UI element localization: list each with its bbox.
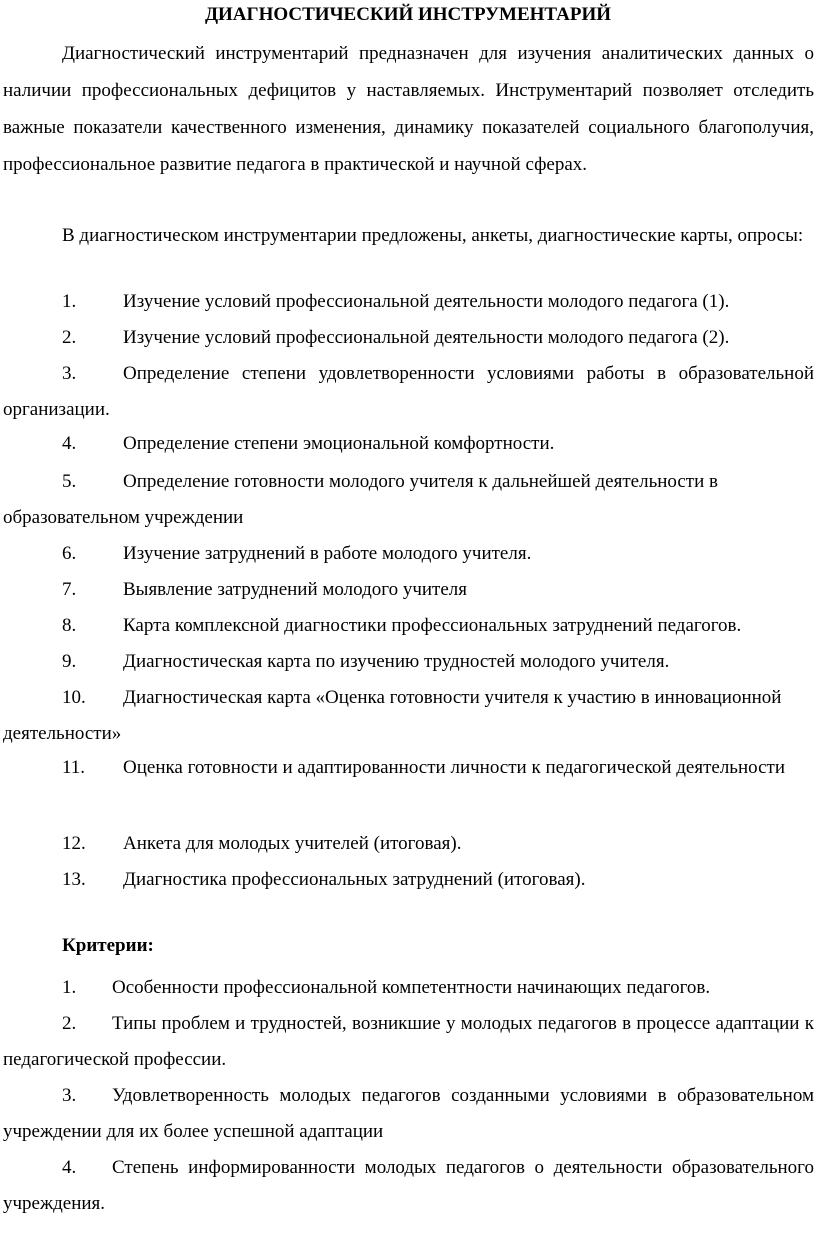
list-item-number: 8. <box>62 615 77 636</box>
list-item <box>3 1150 814 1222</box>
list-item-number: 2. <box>62 1013 77 1034</box>
list-item-text: Диагностическая карта по изучению трудностей молодого учителя. <box>123 651 670 672</box>
list-item-text: Определение готовности молодого учителя к дальнейшей деятельности в образовательном учреждении <box>3 471 719 528</box>
list-item <box>3 750 814 786</box>
page-title: ДИАГНОСТИЧЕСКИЙ ИНСТРУМЕНТАРИЙ <box>204 4 612 25</box>
list-item-text: Изучение затруднений в работе молодого учителя. <box>123 543 532 564</box>
list-item <box>3 1078 814 1150</box>
list-item-number: 12. <box>62 833 86 854</box>
list-item-number: 5. <box>62 471 77 492</box>
list-item <box>3 572 814 608</box>
list-item-number: 1. <box>62 291 77 312</box>
intro-paragraph: Диагностический инструментарий предназначен для изучения аналитических данных о наличии профессиональных дефицитов у наставляемых. Инструментарий позволяет отследить важные показатели качественного изменения, динамику показателей социального благополучия, профессиональное развитие педагога в практической и научной сферах. <box>3 43 814 175</box>
list-item-text: Анкета для молодых учителей (итоговая). <box>123 833 462 854</box>
list-item-text: Определение степени эмоциональной комфортности. <box>123 433 555 454</box>
list-item-text: Определение степени удовлетворенности условиями работы в образовательной организации. <box>3 363 814 420</box>
list-item <box>3 608 814 644</box>
list-item-number: 4. <box>62 433 77 454</box>
list-item <box>3 284 814 320</box>
list-item-text: Карта комплексной диагностики профессиональных затруднений педагогов. <box>123 615 742 636</box>
list-item <box>3 426 814 462</box>
list-item-text: Оценка готовности и адаптированности личности к педагогической деятельности <box>123 757 786 778</box>
list-item-number: 11. <box>62 757 86 778</box>
list-item-number: 13. <box>62 869 86 890</box>
list-item <box>3 536 814 572</box>
list-item-number: 1. <box>62 977 77 998</box>
list-item <box>3 1006 814 1078</box>
list-item-number: 9. <box>62 651 77 672</box>
list-intro-paragraph: В диагностическом инструментарии предложены, анкеты, диагностические карты, опросы: <box>62 225 804 246</box>
list-item <box>3 680 814 752</box>
list-item-text: Изучение условий профессиональной деятельности молодого педагога (1). <box>123 291 730 312</box>
list-item-number: 2. <box>62 327 77 348</box>
list-item-text: Диагностическая карта «Оценка готовности учителя к участию в инновационной деятельности» <box>3 687 782 744</box>
list-item-number: 10. <box>62 687 86 708</box>
list-item <box>3 826 814 862</box>
list-item-text: Изучение условий профессиональной деятельности молодого педагога (2). <box>123 327 730 348</box>
list-item-number: 3. <box>62 1085 77 1106</box>
list-item-text: Удовлетворенность молодых педагогов созданными условиями в образовательном учреждении для их более успешной адаптации <box>3 1085 814 1142</box>
criteria-heading: Критерии: <box>62 935 154 956</box>
list-item-text: Диагностика профессиональных затруднений (итоговая). <box>123 869 586 890</box>
list-item <box>3 970 814 1006</box>
list-item <box>3 862 814 898</box>
list-item-number: 6. <box>62 543 77 564</box>
list-item-text: Типы проблем и трудностей, возникшие у молодых педагогов в процессе адаптации к педагогической профессии. <box>3 1013 814 1070</box>
list-item-text: Особенности профессиональной компетентности начинающих педагогов. <box>112 977 711 998</box>
list-item <box>3 320 814 356</box>
list-item-number: 4. <box>62 1157 77 1178</box>
list-item-text: Выявление затруднений молодого учителя <box>123 579 468 600</box>
list-item-text: Степень информированности молодых педагогов о деятельности образовательного учреждения. <box>3 1157 814 1214</box>
list-item-number: 3. <box>62 363 77 384</box>
list-item-number: 7. <box>62 579 77 600</box>
list-item <box>3 356 814 428</box>
list-item <box>3 464 814 536</box>
list-item <box>3 644 814 680</box>
